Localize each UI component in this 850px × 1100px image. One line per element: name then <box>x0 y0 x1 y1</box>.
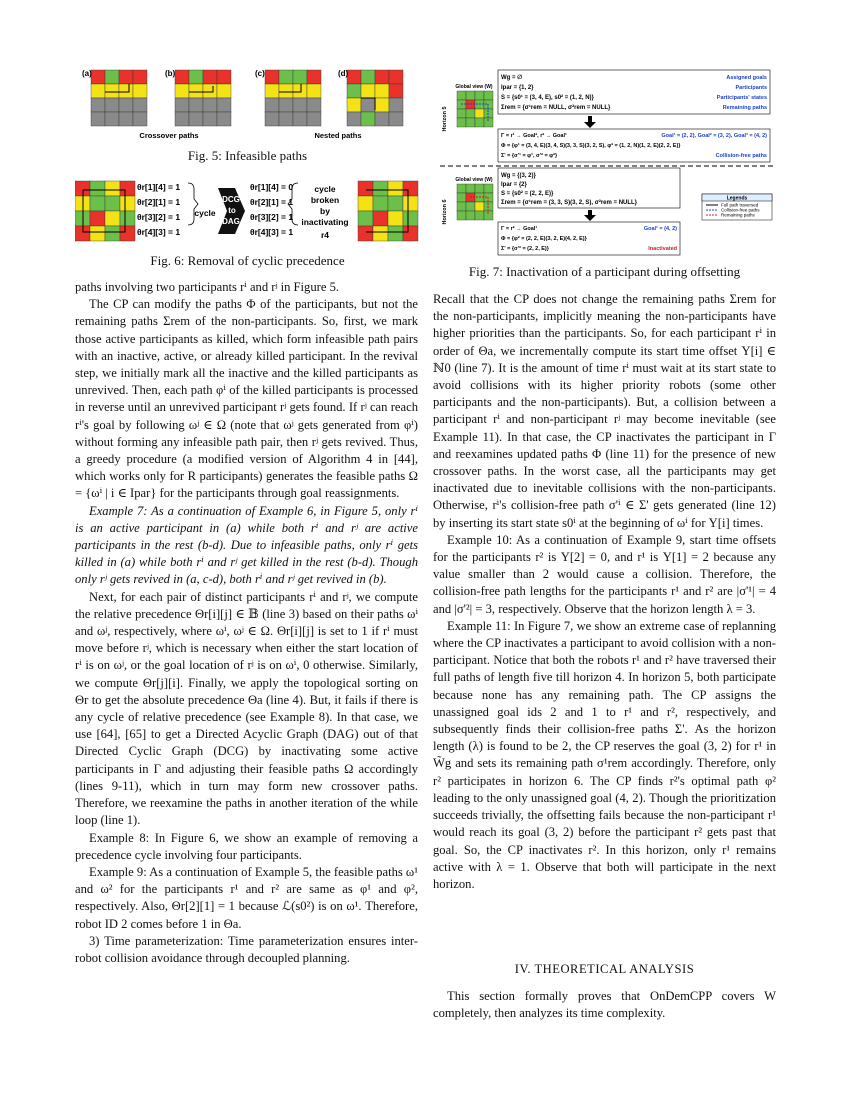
fig7-caption: Fig. 7: Inactivation of a participant during offsetting <box>468 264 741 279</box>
fig6-theta-right-3: θr[3][2] = 1 <box>250 212 294 222</box>
fig7-grid-bottom-cell <box>457 193 466 202</box>
fig6-grid-right-cell <box>403 226 418 241</box>
fig7-grid-bottom-cell <box>457 184 466 193</box>
fig6-grid-left-cell <box>90 211 105 226</box>
fig6-grid-right-cell <box>358 226 373 241</box>
fig5-grid-cell <box>279 112 293 126</box>
fig7-grid-top-cell <box>466 118 475 127</box>
fig6-grid-right-cell <box>358 181 373 196</box>
right-column-text-end <box>433 988 776 1022</box>
fig6-broken-5: r4 <box>320 230 330 240</box>
fig5-grid-cell <box>133 112 147 126</box>
fig5-grid-cell <box>105 98 119 112</box>
fig6-grid-right-cell <box>403 196 418 211</box>
left-p0: paths involving two participants rⁱ and rʲ in Figure 5. <box>75 280 340 294</box>
fig5-label-b: (b) <box>165 69 176 78</box>
left-p5: Example 9: As a continuation of Example 5, the feasible paths ω¹ and ω² for the participants r¹ and r² are same as φ¹ and φ², respectively. Also, Θr[2][1] = 1 because ℒ(s0²) is on ω¹. Therefore, robot ID 2 comes before 1 in Θa. <box>75 864 418 931</box>
fig6-grid-right-cell <box>358 196 373 211</box>
fig5-grid-cell <box>347 70 361 84</box>
fig6-grid-left-cell <box>90 196 105 211</box>
left-p6: 3) Time parameterization: Time parameterization ensures inter-robot collision avoidance through decoupled planning. <box>75 933 418 965</box>
left-p2: Example 7: As a continuation of Example 6, in Figure 5, only rⁱ is an active participant in (a) while both rⁱ and rʲ are active participants in the rest (b-d). Due to infeasible paths, only rⁱ gets killed in (a) while both rⁱ and rʲ get killed in the rest (b-d). Though only rʲ gets revived in (a, c-d), both rⁱ and rʲ get revived in (b). <box>75 503 418 587</box>
fig5-grid-cell <box>265 84 279 98</box>
fig5-grid-cell <box>119 112 133 126</box>
fig5-grid-cell <box>105 70 119 84</box>
fig5-grid-cell <box>91 84 105 98</box>
fig6-grid-right-cell <box>373 196 388 211</box>
fig7-top-box-1: Wg = ∅ <box>501 75 523 81</box>
fig6-grid-right-cell <box>373 181 388 196</box>
fig7-grid-bottom-cell <box>466 211 475 220</box>
fig7-bot-box-1: Wg = {(3, 2)} <box>501 173 536 179</box>
fig5-grid-cell <box>203 98 217 112</box>
fig7-top-box-3: S = {s0¹ = (3, 4, E), s0² = (1, 2, N)} <box>501 95 594 101</box>
fig7-bot-result-3: Σ' = {σ'² = (2, 2, E)} <box>501 246 549 252</box>
fig6-theta-left-4: θr[4][3] = 1 <box>137 227 181 237</box>
fig7-grid-top-cell <box>475 109 484 118</box>
fig5-grid-cell <box>307 98 321 112</box>
fig5-grid-cell <box>307 70 321 84</box>
fig5-grid-cell <box>217 98 231 112</box>
fig7-top-result-2: Φ = {φ¹ = (3, 4, E)(3, 4, S)(3, 3, S)(3, 2, S), φ² = (1, 2, N)(1, 2, E)(2, 2, E)} <box>501 143 681 149</box>
fig5-label-a: (a) <box>82 69 92 78</box>
fig7-top-result-1: Γ = r¹ → Goal², r² → Goal¹ <box>501 133 567 139</box>
fig6-grid-left-cell <box>105 211 120 226</box>
fig5-grid-cell <box>293 112 307 126</box>
fig7-grid-bottom-cell <box>466 184 475 193</box>
fig5-label-c: (c) <box>255 69 265 78</box>
fig7-global-view-bottom: Global view (W) <box>455 177 493 183</box>
fig6-grid-right-cell <box>373 226 388 241</box>
fig7-grid-top-cell <box>475 118 484 127</box>
left-p4: Example 8: In Figure 6, we show an example of removing a precedence cycle involving four participants. <box>75 830 418 862</box>
fig7-bot-box-3: S = {s0² = (2, 2, E)} <box>501 191 554 197</box>
fig5-grid-cell <box>91 70 105 84</box>
fig7-grid-top-cell <box>466 91 475 100</box>
fig5-grid-cell <box>375 84 389 98</box>
fig5-grid-cell <box>279 70 293 84</box>
fig7-global-view-top: Global view (W) <box>455 84 493 90</box>
fig7-legend-title: Legends <box>726 195 748 202</box>
fig7-inactivated: Inactivated <box>648 246 677 252</box>
right-p3: This section formally proves that OnDemCPP covers W completely, then analyzes its time complexity. <box>433 989 776 1021</box>
fig7-bot-result-2: Φ = {φ² = (2, 2, E)(3, 2, E)(4, 2, E)} <box>501 236 587 242</box>
fig7-top-label-2: Participants <box>735 85 767 91</box>
fig5-grid-cell <box>203 70 217 84</box>
fig5-grid-cell <box>375 112 389 126</box>
right-p2: Example 11: In Figure 7, we show an extreme case of replanning where the CP inactivates a participant to avoid collision with a non-participant. Notice that both the robots r¹ and r² have traversed their full paths of length five till horizon 4. In horizon 5, both participate because none has any remaining path. The CP assigns the unassigned goal ids 2 and 1 to r¹ and r², respectively, and subsequently finds their collision-free paths Σ'. As the horizon length (λ) is found to be 2, the CP reserves the goal (3, 2) for r¹ in W̃g and sets its remaining path σ¹rem accordingly. Therefore, only r² participates in horizon 6. The CP finds r²'s optimal path φ² leading to the only unassigned goal (4, 2). Though the prioritization succeeds trivially, the offsetting fails because the non-participant r¹ would reach its goal (3, 2) before the participant r² gets past that goal. So, the CP inactivates r². In this horizon, only r¹ remains active with λ = 1. Observe that both will participate in the next horizon. <box>433 618 776 891</box>
fig6-grid-left-cell <box>105 196 120 211</box>
fig5-grid-cell <box>217 70 231 84</box>
fig5-grid-cell <box>361 112 375 126</box>
fig5-grid-cell <box>389 98 403 112</box>
fig6-theta-left-2: θr[2][1] = 1 <box>137 197 181 207</box>
fig5-grid-cell <box>203 112 217 126</box>
fig7-horizon-5: Horizon 5 <box>442 106 448 132</box>
fig5-grid-cell <box>175 98 189 112</box>
fig5-grid-cell <box>307 112 321 126</box>
fig5-grid-cell <box>189 112 203 126</box>
fig5-grid-cell <box>203 84 217 98</box>
fig7-top-label-4: Remaining paths <box>722 105 767 111</box>
fig6-grid-left-cell <box>120 226 135 241</box>
fig5-grid-cell <box>119 98 133 112</box>
left-p1: The CP can modify the paths Φ of the participants, but not the remaining paths Σrem of the non-participants. So, first, we mark those active participants as killed, which form infeasible path pairs with an inactive, active, or already killed participant. In the revival step, we initially mark all the inactive and the killed participants as unrevived. Then, each path φⁱ of the killed participants is processed in reverse until an unrevived participant rʲ gets found. If rʲ can reach rⁱ's goal by following ωʲ ∈ Ω (note that ωʲ gets generated from φⁱ) without forming any infeasible path pair, then rʲ gets revived. Thus, a greedy procedure (a modified version of Algorithm 4 in [44], which works only for R participants) generates the feasible paths Ω = {ωⁱ | i ∈ Ipar} for the participants through goal reassignments. <box>75 297 418 501</box>
fig5-sub-nested: Nested paths <box>314 131 362 140</box>
fig6-grid-right-cell <box>403 181 418 196</box>
fig5-grid-cell <box>119 84 133 98</box>
fig7-grid-top-cell <box>475 91 484 100</box>
fig5-graphic <box>75 64 420 144</box>
fig6-grid-left-cell <box>90 226 105 241</box>
svg-text:to: to <box>228 206 236 215</box>
fig7-legend-1: Full path traversed <box>721 202 759 208</box>
fig6-grid-right-cell <box>388 211 403 226</box>
fig7-grid-bottom-cell <box>475 202 484 211</box>
fig7-bot-box-4: Σrem = {σ¹rem = (3, 3, S)(3, 2, S), σ²rem = NULL} <box>501 200 638 206</box>
left-p3: Next, for each pair of distinct participants rⁱ and rʲ, we compute the relative precedence Θr[i][j] ∈ 𝔹 (line 3) based on their paths ωⁱ and ωʲ, respectively, where ωⁱ, ωʲ ∈ Ω. Θr[i][j] is set to 1 if rⁱ must move before rʲ, which is necessary when either the start location of rⁱ is on ωʲ, or the goal location of rʲ is on ωⁱ, 0 otherwise. Similarly, we compute Θr[j][i]. Finally, we apply the topological sorting on Θr to get the absolute precedence Θa (line 4). But, it fails if there is any cycle of relative precedence (see Example 8). In that case, we use [64], [65] to get a Directed Acyclic Graph (DAG) out of that Directed Cyclic Graph (DCG) by inactivating some active participants in Γ and adjusting their feasible paths Ω accordingly (lines 9-11), which in turn may form new crossover paths. Therefore, we reexamine the paths in another iteration of the while loop (line 1). <box>75 589 418 828</box>
fig5-grid-cell <box>347 112 361 126</box>
fig6-grid-right-cell <box>388 181 403 196</box>
fig5-grid-cell <box>347 84 361 98</box>
fig5-grid-cell <box>119 70 133 84</box>
right-p1: Example 10: As a continuation of Example 9, start time offsets for the participants r² is Υ[2] = 0, and r¹ is Υ[1] = 2 because any value smaller than 2 would cause a collision. Therefore, the collision-free path lengths for the participants r¹ and r² are |σ'¹| = 4 and |σ'²| = 3, respectively. Observe that the horizon length λ = 3. <box>433 532 776 616</box>
section-heading: IV. THEORETICAL ANALYSIS <box>514 962 695 976</box>
right-p0: Recall that the CP does not change the remaining paths Σrem for the non-participants, implicitly meaning the non-participants have higher priorities than the participants. So, for each participant rⁱ in order of Θa, we incrementally compute its start time offset Υ[i] ∈ ℕ0 (line 7). It is the amount of time rⁱ must wait at its start state to avoid collisions with its higher priority robots (some other participants and the non-participants). But, a collision between a participant rⁱ and non-participant rʲ may become inevitable (see Example 11). In that case, the CP inactivates the participant in Γ and reexamines updated paths Φ (line 11) for the presence of new crossover paths. In the worst case, all the participants may get inactivated due to inevitable collisions with the non-participants. Otherwise, rⁱ's collision-free path σ'ⁱ ∈ Σ' gets generated (line 12) by inserting its start state s0ⁱ at the beginning of ωⁱ for Υ[i] times. <box>433 292 776 530</box>
fig7-bot-box-2: Ipar = {2} <box>501 182 527 188</box>
fig5-grid-cell <box>105 112 119 126</box>
svg-text:DCG: DCG <box>222 195 240 204</box>
fig6-broken-3: by <box>320 206 330 216</box>
fig7-top-free: Collision-free paths <box>715 153 767 159</box>
fig6-broken-2: broken <box>310 195 340 205</box>
fig7-grid-bottom-cell <box>466 202 475 211</box>
fig5-grid-cell <box>217 112 231 126</box>
fig7-grid-bottom-cell <box>475 184 484 193</box>
fig5-caption: Fig. 5: Infeasible paths <box>187 148 308 163</box>
fig5-grid-cell <box>91 98 105 112</box>
fig5-grid-cell <box>293 70 307 84</box>
fig5-grid-cell <box>361 98 375 112</box>
svg-text:DAG: DAG <box>222 217 240 226</box>
fig7-top-label-1: Assigned goals <box>726 75 767 81</box>
fig6-grid-left-cell <box>105 226 120 241</box>
fig5-grid-cell <box>265 98 279 112</box>
fig7-grid-top-cell <box>457 118 466 127</box>
fig7-bot-result-1: Γ = r² → Goal¹ <box>501 226 538 232</box>
fig5-grid-cell <box>175 84 189 98</box>
fig6-theta-right-4: θr[4][3] = 1 <box>250 227 294 237</box>
fig7-top-result-3: Σ' = {σ'¹ = φ¹, σ'² = φ²} <box>501 153 558 159</box>
fig5-grid-cell <box>389 84 403 98</box>
fig5-grid-cell <box>347 98 361 112</box>
fig7-grid-bottom-cell <box>457 202 466 211</box>
fig6-grid-left-cell <box>120 181 135 196</box>
fig7-grid-top-cell <box>466 109 475 118</box>
fig5-grid-cell <box>293 98 307 112</box>
fig5-grid-cell <box>133 84 147 98</box>
fig7-top-goals: Goal¹ = (2, 2), Goal² = (3, 2), Goal³ = (4, 2) <box>661 133 767 139</box>
fig5-grid-cell <box>91 112 105 126</box>
fig6-grid-left-cell <box>105 181 120 196</box>
fig6-grid-right-cell <box>373 211 388 226</box>
fig5-grid-cell <box>361 70 375 84</box>
fig6-graphic <box>75 178 420 248</box>
fig5-grid-cell <box>175 112 189 126</box>
fig7-bot-goals: Goal¹ = (4, 2) <box>643 226 677 232</box>
fig5-grid-cell <box>293 84 307 98</box>
fig5-grid-cell <box>105 84 119 98</box>
fig6-theta-right-2: θr[2][1] = 1 <box>250 197 294 207</box>
fig6-grid-left-cell <box>120 211 135 226</box>
fig5-label-d: (d) <box>338 69 349 78</box>
fig6-grid-right-cell <box>388 196 403 211</box>
fig6-theta-right-1: θr[1][4] = 0 <box>250 182 294 192</box>
fig7-legend-2: Collision-free paths <box>721 207 760 213</box>
left-column-text <box>75 279 418 967</box>
fig5-grid-cell <box>189 84 203 98</box>
fig5-grid-cell <box>189 98 203 112</box>
fig5-grid-cell <box>279 84 293 98</box>
fig5-grid-cell <box>265 112 279 126</box>
fig6-broken-4: inactivating <box>301 217 349 227</box>
fig6-cycle-label: cycle <box>194 208 216 218</box>
fig7-legend-3: Remaining paths <box>721 212 755 218</box>
fig7-top-box-2: Ipar = {1, 2} <box>501 85 534 91</box>
fig5-grid-cell <box>375 70 389 84</box>
fig6-grid-right-cell <box>358 211 373 226</box>
fig5-grid-cell <box>307 84 321 98</box>
fig5-sub-crossover: Crossover paths <box>139 131 199 140</box>
fig6-grid-right-cell <box>388 226 403 241</box>
fig7-horizon-6: Horizon 6 <box>442 199 448 225</box>
fig7-graphic <box>440 64 775 259</box>
fig7-top-box-4: Σrem = {σ¹rem = NULL, σ²rem = NULL} <box>501 105 611 111</box>
fig5-grid-cell <box>361 84 375 98</box>
right-column-text <box>433 291 776 893</box>
fig5-grid-cell <box>217 84 231 98</box>
fig7-grid-top-cell <box>457 109 466 118</box>
fig5-grid-cell <box>389 112 403 126</box>
fig5-grid-cell <box>375 98 389 112</box>
fig5-grid-cell <box>265 70 279 84</box>
fig5-grid-cell <box>189 70 203 84</box>
fig5-grid-cell <box>175 70 189 84</box>
fig6-theta-left-1: θr[1][4] = 1 <box>137 182 181 192</box>
fig6-caption: Fig. 6: Removal of cyclic precedence <box>150 253 345 268</box>
fig7-grid-bottom-cell <box>484 184 493 193</box>
fig7-grid-bottom-cell <box>475 211 484 220</box>
fig6-broken-1: cycle <box>314 184 336 194</box>
fig6-grid-left-cell <box>90 181 105 196</box>
fig7-grid-top-cell <box>484 91 493 100</box>
fig7-grid-bottom-cell <box>457 211 466 220</box>
fig6-theta-left-3: θr[3][2] = 1 <box>137 212 181 222</box>
fig5-grid-cell <box>279 98 293 112</box>
fig6-grid-left-cell <box>120 196 135 211</box>
fig5-grid-cell <box>389 70 403 84</box>
fig7-grid-top-cell <box>457 91 466 100</box>
fig7-top-label-3: Participants' states <box>716 95 767 101</box>
fig6-grid-right-cell <box>403 211 418 226</box>
fig5-grid-cell <box>133 70 147 84</box>
fig5-grid-cell <box>133 98 147 112</box>
